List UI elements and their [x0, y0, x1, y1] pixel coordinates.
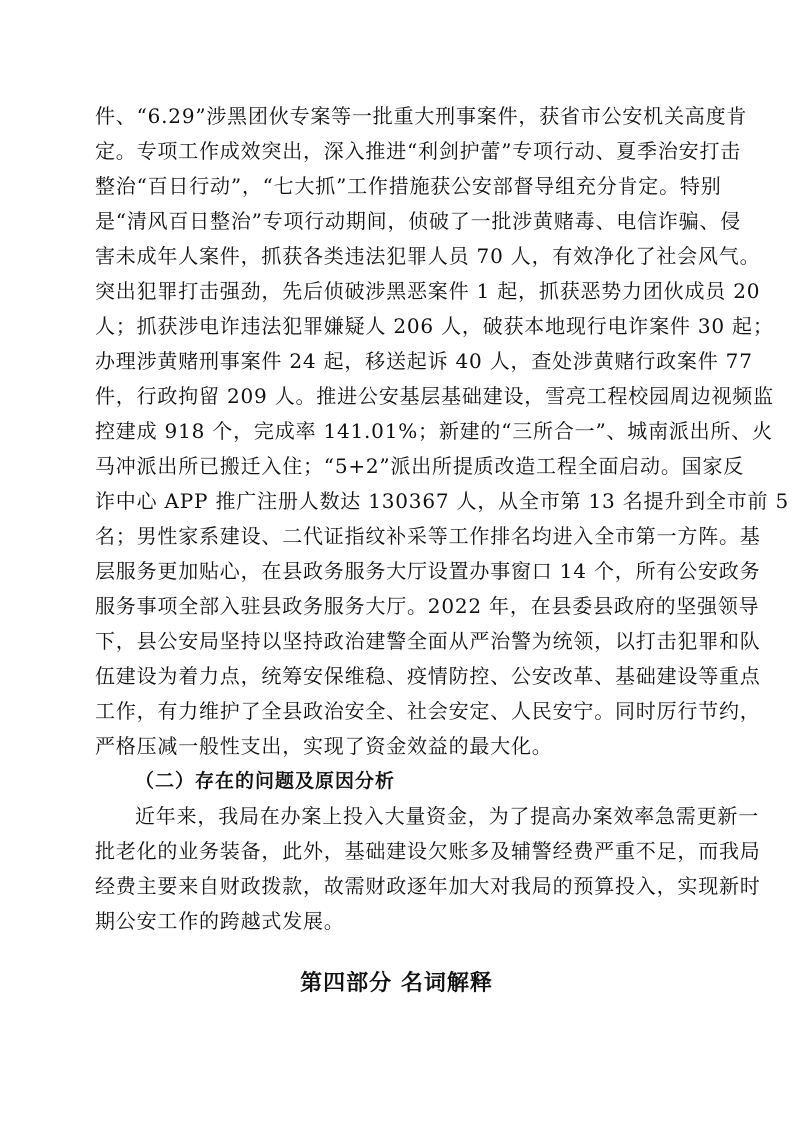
body-text-line: 经费主要来自财政拨款，故需财政逐年加大对我局的预算投入，实现新时	[95, 874, 761, 898]
body-text-line: 定。专项工作成效突出，深入推进“利剑护蕾”专项行动、夏季治安打击	[95, 139, 742, 163]
body-text-line: 办理涉黄赌刑事案件 24 起，移送起诉 40 人，查处涉黄赌行政案件 77	[95, 349, 753, 373]
body-text-line: 件、“6.29”涉黑团伙专案等一批重大刑事案件，获省市公安机关高度肯	[95, 104, 748, 128]
body-text-line: 控建成 918 个，完成率 141.01%；新建的“三所合一”、城南派出所、火	[95, 419, 773, 443]
body-text-line: 批老化的业务装备，此外，基础建设欠账多及辅警经费严重不足，而我局	[95, 839, 761, 863]
body-text-line: 服务事项全部入驻县政务服务大厅。2022 年，在县委县政府的坚强领导	[95, 594, 760, 618]
body-text-line: 是“清风百日整治”专项行动期间，侦破了一批涉黄赌毒、电信诈骗、侵	[95, 209, 742, 233]
body-text-line: 伍建设为着力点，统筹安保维稳、疫情防控、公安改革、基础建设等重点	[95, 664, 761, 688]
body-text-line: 严格压减一般性支出，实现了资金效益的最大化。	[95, 734, 553, 758]
body-text-line: 近年来，我局在办案上投入大量资金，为了提高办案效率急需更新一	[135, 804, 759, 828]
body-text-line: 层服务更加贴心，在县政务服务大厅设置办事窗口 14 个，所有公安政务	[95, 559, 761, 583]
body-text-line: 诈中心 APP 推广注册人数达 130367 人，从全市第 13 名提升到全市前 5	[95, 489, 789, 513]
body-text-line: 害未成年人案件，抓获各类违法犯罪人员 70 人，有效净化了社会风气。	[95, 244, 761, 268]
section-heading: （二）存在的问题及原因分析	[135, 770, 396, 792]
body-text-line: 人；抓获涉电诈违法犯罪嫌疑人 206 人，破获本地现行电诈案件 30 起；	[95, 314, 774, 338]
body-text-line: 名；男性家系建设、二代证指纹补采等工作排名均进入全市第一方阵。基	[95, 524, 761, 548]
body-text-line: 期公安工作的跨越式发展。	[95, 909, 345, 933]
body-text-line: 突出犯罪打击强劲，先后侦破涉黑恶案件 1 起，抓获恶势力团伙成员 20	[95, 279, 761, 303]
part-title: 第四部分 名词解释	[300, 971, 493, 996]
body-text-line: 马冲派出所已搬迁入住；“5+2”派出所提质改造工程全面启动。国家反	[95, 454, 745, 478]
body-text-line: 整治“百日行动”，“七大抓”工作措施获公安部督导组充分肯定。特别	[95, 174, 722, 198]
body-text-line: 工作，有力维护了全县政治安全、社会安定、人民安宁。同时厉行节约，	[95, 699, 761, 723]
body-text-line: 件，行政拘留 209 人。推进公安基层基础建设，雪亮工程校园周边视频监	[95, 384, 774, 408]
body-text-line: 下，县公安局坚持以坚持政治建警全面从严治警为统领，以打击犯罪和队	[95, 629, 761, 653]
